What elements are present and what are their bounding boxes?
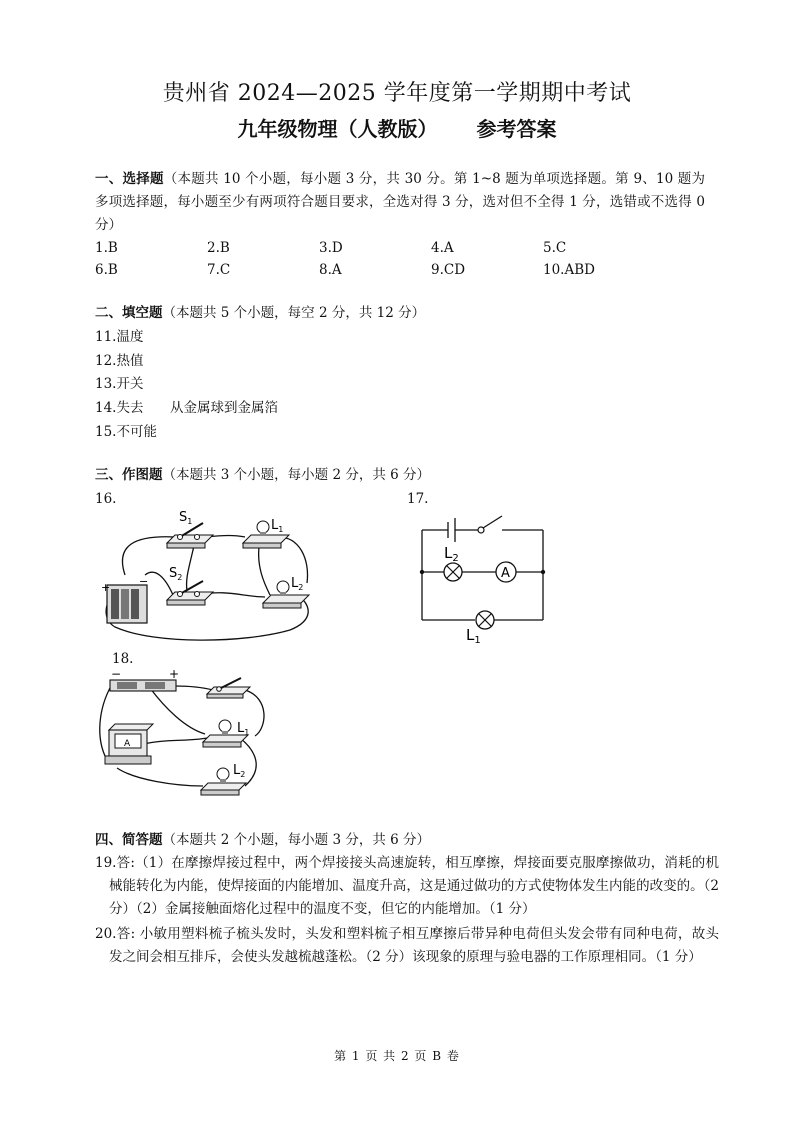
mc-answers-row-2: [95, 259, 715, 281]
section1-heading: 一、选择题: [95, 171, 164, 187]
section4-intro: [95, 829, 430, 852]
answer-19: 19.答:（1）在摩擦焊接过程中，两个焊接接头高速旋转，相互摩擦，焊接面要克服摩擦做功，消耗的机械能转化为内能，使焊接面的内能增加、温度升高，这是通过做功的方式使物体发生内能的改变的。（2 分）（2）金属接触面熔化过程中的温度不变，但它的内能增加。（1 分）: [95, 855, 719, 917]
mc-answer: 3.D: [319, 240, 343, 256]
section2-heading: 二、填空题: [95, 305, 163, 321]
fill-answer: 12.热值: [95, 353, 144, 369]
fill-answer: 11.温度: [95, 329, 144, 345]
fill-answer: 14.失去: [95, 400, 144, 416]
answer-label: 参考答案: [476, 117, 557, 141]
ammeter-label: A: [501, 566, 510, 581]
mc-answer: 10.ABD: [543, 262, 595, 278]
section4-heading: 四、简答题: [95, 832, 163, 848]
mc-answer: 9.CD: [431, 262, 466, 278]
mc-answer: 5.C: [543, 240, 567, 256]
circuit-diagram-16: [95, 505, 325, 645]
switch-s2-label: $S_2$: [169, 566, 183, 582]
bulb-l2-label: $L_2$: [291, 576, 304, 592]
mc-answer: 6.B: [95, 262, 118, 278]
bulb-l1-label: $L_1$: [271, 518, 284, 534]
fill-answer: 15.不可能: [95, 424, 157, 440]
section3-note: （本题共 3 个小题，每小题 2 分，共 6 分）: [162, 467, 431, 483]
battery-plus-label: +: [169, 668, 180, 681]
answer-20: 20.答: 小敏用塑料梳子梳头发时，头发和塑料梳子相互摩擦后带异种电荷但头发会带有同种电荷，故头发之间会相互排斥，会使头发越梳越蓬松。（2 分）该现象的原理与验电器的工作原理相同。（1 分）: [95, 926, 719, 965]
ammeter-label: A: [124, 739, 131, 749]
q16-number: 16.: [95, 491, 117, 507]
subject-label: 九年级物理（人教版）: [237, 117, 438, 141]
page-subtitle: [0, 113, 794, 142]
switch-s1-label: $S_1$: [179, 510, 193, 526]
bulb-l2-label: $L_2$: [233, 763, 246, 779]
section2-note: （本题共 5 个小题，每空 2 分，共 12 分）: [162, 305, 426, 321]
battery-minus-label: −: [139, 575, 149, 588]
section1-note: （本题共 10 个小题，每小题 3 分，共 30 分。第 1~8 题为单项选择题。第 9、10 题为多项选择题，每小题至少有两项符合题目要求，全选对得 3 分，选对但不全得 1 分，选错或不选得 0 分）: [95, 171, 706, 233]
q17-number: 17.: [407, 491, 429, 507]
section3-heading: 三、作图题: [95, 467, 163, 483]
fill-answer-14-extra: 从金属球到金属箔: [170, 400, 278, 416]
bulb-l1-label: $L_1$: [466, 626, 481, 643]
mc-answers-row-1: [95, 237, 715, 259]
mc-answer: 4.A: [431, 240, 454, 256]
section4-note: （本题共 2 个小题，每小题 3 分，共 6 分）: [162, 832, 431, 848]
circuit-diagram-17: [410, 508, 560, 643]
page-footer: 第 1 页 共 2 页 B 卷: [334, 1049, 460, 1063]
battery-minus-label: −: [111, 668, 122, 681]
section1-intro: [95, 168, 705, 237]
mc-answer: 8.A: [319, 262, 342, 278]
section3-intro: [95, 464, 430, 487]
battery-plus-label: +: [101, 581, 111, 594]
section2-intro: [95, 302, 425, 325]
mc-answer: 2.B: [207, 240, 230, 256]
mc-answer: 1.B: [95, 240, 118, 256]
q18-number: 18.: [112, 651, 134, 667]
bulb-l1-label: $L_1$: [237, 721, 250, 737]
circuit-diagram-18: [95, 668, 285, 803]
page-title: 贵州省 2024—2025 学年度第一学期期中考试: [162, 81, 632, 106]
fill-answer: 13.开关: [95, 376, 144, 392]
bulb-l2-label: $L_2$: [444, 544, 459, 564]
mc-answer: 7.C: [207, 262, 231, 278]
